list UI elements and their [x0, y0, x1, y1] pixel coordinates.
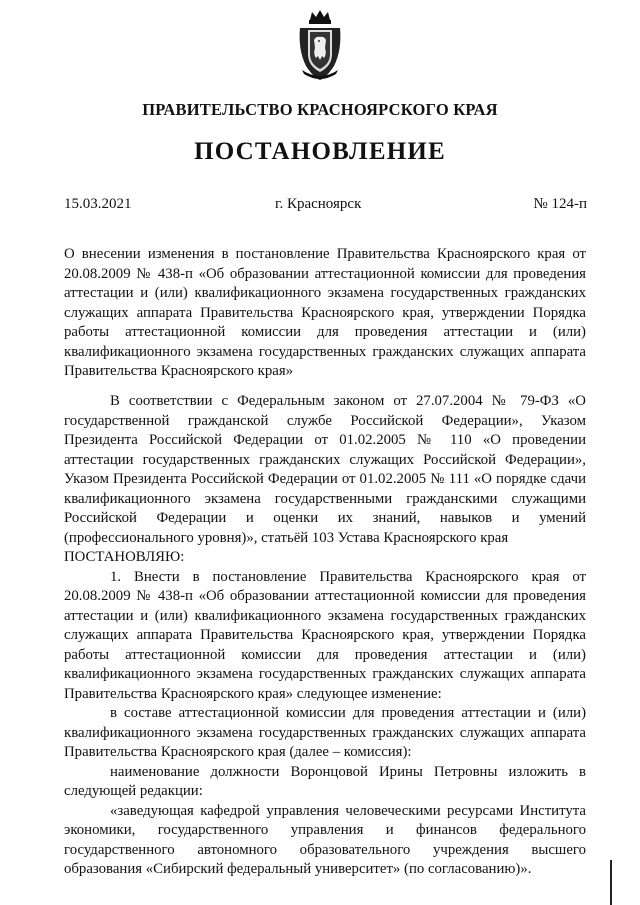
document-body	[64, 392, 586, 880]
document-type: ПОСТАНОВЛЕНИЕ	[194, 138, 446, 165]
position-paragraph: наименование должности Воронцовой Ирины Петровны изложить в следующей редакции:	[64, 763, 586, 799]
item-1-paragraph: 1. Внести в постановление Правительства Красноярского края от 20.08.2009 № 438-п «Об образовании аттестационной комиссии для проведения аттестации и (или) квалификационного экзамена государственных гражданских служащих аппарата Правительства Красноярского края, утверждении Порядка работы аттестационной комиссии для проведения аттестации и (или) квалификационного экзамена государственных гражданских служащих аппарата Правительства Красноярского края» следующее изменение:	[64, 568, 586, 702]
scan-edge-mark	[610, 860, 612, 905]
resolve-heading: ПОСТАНОВЛЯЮ:	[64, 549, 185, 565]
preamble-paragraph: В соответствии с Федеральным законом от 27.07.2004 № 79-ФЗ «О государственной гражданской службе Российской Федерации», Указом Президента Российской Федерации от 01.02.2005 № 110 «О проведении аттестации государственных гражданских служащих Российской Федерации», Указом Президента Российской Федерации от 01.02.2005 № 111 «О порядке сдачи квалификационного экзамена государственными гражданскими служащими Российской Федерации и оценки их знаний, навыков и умений (профессионального уровня)», статьёй 103 Устава Красноярского края	[64, 393, 586, 546]
document-number: № 124-п	[533, 196, 587, 212]
document-date: 15.03.2021	[64, 196, 132, 212]
quote-paragraph: «заведующая кафедрой управления человеческими ресурсами Института экономики, государственного управления и финансов федерального государственного автономного образовательного учреждения высшего образования «Сибирский федеральный университет» (по согласованию)».	[64, 802, 586, 877]
organization-name: ПРАВИТЕЛЬСТВО КРАСНОЯРСКОГО КРАЯ	[142, 100, 498, 119]
coat-of-arms-icon	[296, 10, 344, 82]
composition-paragraph: в составе аттестационной комиссии для проведения аттестации и (или) квалификационного экзамена государственных гражданских служащих аппарата Правительства Красноярского края (далее – комиссия):	[64, 705, 586, 760]
document-city: г. Красноярск	[275, 196, 362, 212]
document-title: О внесении изменения в постановление Правительства Красноярского края от 20.08.2009 № 438-п «Об образовании аттестационной комиссии для проведения аттестации и (или) квалификационного экзамена государственных гражданских служащих аппарата Правительства Красноярского края, утверждении Порядка работы аттестационной комиссии для проведения аттестации и (или) квалификационного экзамена государственных гражданских служащих аппарата Правительства Красноярского края»	[64, 246, 586, 379]
